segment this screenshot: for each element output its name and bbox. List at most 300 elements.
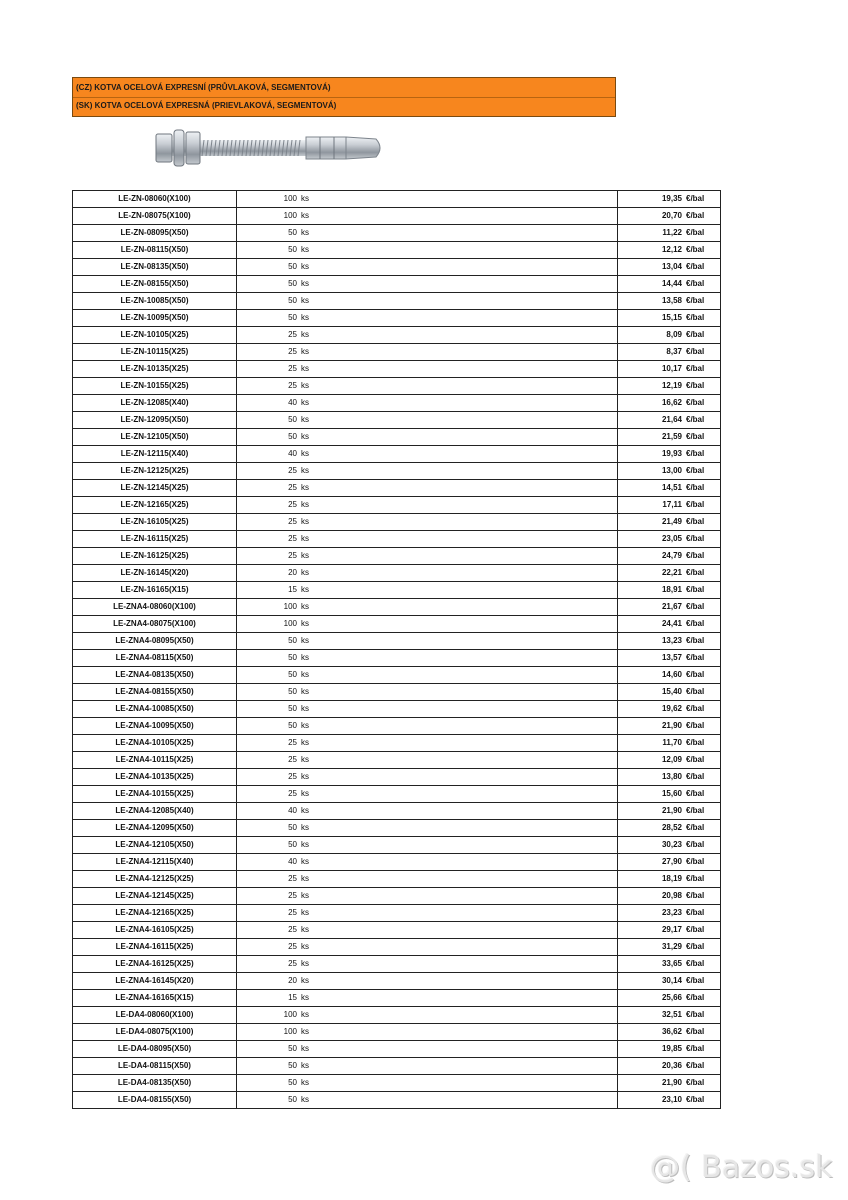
spacer-cell xyxy=(319,956,618,973)
product-code: LE-ZN-16165(X15) xyxy=(73,582,237,599)
product-code: LE-ZN-10095(X50) xyxy=(73,310,237,327)
quantity-value: 25 xyxy=(288,738,297,747)
quantity-cell xyxy=(237,361,320,378)
table-row xyxy=(73,922,721,939)
table-row xyxy=(73,548,721,565)
quantity-value: 100 xyxy=(283,194,297,203)
quantity-unit: ks xyxy=(301,619,309,628)
price-value: 33,65 xyxy=(661,959,682,968)
quantity-value: 25 xyxy=(288,959,297,968)
spacer-cell xyxy=(319,803,618,820)
price-cell xyxy=(618,650,721,667)
price-cell xyxy=(618,225,721,242)
price-cell xyxy=(618,956,721,973)
price-cell xyxy=(618,463,721,480)
price-unit: €/bal xyxy=(686,364,705,373)
bazos-watermark: @( Bazos.sk xyxy=(650,1150,833,1185)
spacer-cell xyxy=(319,786,618,803)
quantity-unit: ks xyxy=(301,721,309,730)
quantity-value: 50 xyxy=(288,313,297,322)
spacer-cell xyxy=(319,225,618,242)
spacer-cell xyxy=(319,548,618,565)
quantity-cell xyxy=(237,990,320,1007)
price-value: 19,93 xyxy=(661,449,682,458)
product-code: LE-ZNA4-10085(X50) xyxy=(73,701,237,718)
price-cell xyxy=(618,752,721,769)
price-cell xyxy=(618,395,721,412)
product-code: LE-ZNA4-08155(X50) xyxy=(73,684,237,701)
table-row xyxy=(73,412,721,429)
price-cell xyxy=(618,327,721,344)
table-row xyxy=(73,1092,721,1109)
spacer-cell xyxy=(319,854,618,871)
spacer-cell xyxy=(319,327,618,344)
product-code: LE-ZN-10135(X25) xyxy=(73,361,237,378)
quantity-value: 40 xyxy=(288,398,297,407)
price-unit: €/bal xyxy=(686,602,705,611)
price-unit: €/bal xyxy=(686,993,705,1002)
spacer-cell xyxy=(319,480,618,497)
spacer-cell xyxy=(319,922,618,939)
spacer-cell xyxy=(319,242,618,259)
product-code: LE-ZN-16125(X25) xyxy=(73,548,237,565)
price-value: 10,17 xyxy=(661,364,682,373)
price-cell xyxy=(618,531,721,548)
quantity-cell xyxy=(237,973,320,990)
spacer-cell xyxy=(319,412,618,429)
quantity-cell xyxy=(237,582,320,599)
table-row xyxy=(73,888,721,905)
quantity-value: 40 xyxy=(288,857,297,866)
table-row xyxy=(73,650,721,667)
quantity-unit: ks xyxy=(301,551,309,560)
quantity-unit: ks xyxy=(301,381,309,390)
product-code: LE-ZN-10085(X50) xyxy=(73,293,237,310)
quantity-cell xyxy=(237,1024,320,1041)
price-cell xyxy=(618,820,721,837)
product-code: LE-ZNA4-16145(X20) xyxy=(73,973,237,990)
product-code: LE-ZNA4-16115(X25) xyxy=(73,939,237,956)
product-code: LE-ZN-16145(X20) xyxy=(73,565,237,582)
product-code: LE-ZN-08135(X50) xyxy=(73,259,237,276)
price-unit: €/bal xyxy=(686,517,705,526)
table-row xyxy=(73,225,721,242)
spacer-cell xyxy=(319,1007,618,1024)
price-value: 11,70 xyxy=(662,738,682,747)
table-row xyxy=(73,803,721,820)
price-unit: €/bal xyxy=(686,500,705,509)
quantity-unit: ks xyxy=(301,993,309,1002)
quantity-cell xyxy=(237,667,320,684)
spacer-cell xyxy=(319,939,618,956)
product-code: LE-ZNA4-08135(X50) xyxy=(73,667,237,684)
price-cell xyxy=(618,191,721,208)
quantity-cell xyxy=(237,888,320,905)
price-cell xyxy=(618,667,721,684)
quantity-cell xyxy=(237,514,320,531)
quantity-unit: ks xyxy=(301,228,309,237)
product-code: LE-ZNA4-12145(X25) xyxy=(73,888,237,905)
table-row xyxy=(73,973,721,990)
price-value: 20,70 xyxy=(661,211,682,220)
quantity-value: 25 xyxy=(288,908,297,917)
quantity-unit: ks xyxy=(301,687,309,696)
price-cell xyxy=(618,276,721,293)
price-cell xyxy=(618,378,721,395)
price-unit: €/bal xyxy=(686,636,705,645)
price-value: 23,10 xyxy=(661,1095,682,1104)
quantity-value: 50 xyxy=(288,1061,297,1070)
product-code: LE-ZN-10115(X25) xyxy=(73,344,237,361)
quantity-value: 25 xyxy=(288,517,297,526)
price-cell xyxy=(618,497,721,514)
quantity-unit: ks xyxy=(301,704,309,713)
price-unit: €/bal xyxy=(686,1095,705,1104)
product-code: LE-ZNA4-12085(X40) xyxy=(73,803,237,820)
quantity-cell xyxy=(237,684,320,701)
price-unit: €/bal xyxy=(686,262,705,271)
quantity-unit: ks xyxy=(301,1061,309,1070)
spacer-cell xyxy=(319,582,618,599)
price-cell xyxy=(618,1041,721,1058)
product-code: LE-ZN-12105(X50) xyxy=(73,429,237,446)
spacer-cell xyxy=(319,684,618,701)
price-cell xyxy=(618,633,721,650)
price-unit: €/bal xyxy=(686,313,705,322)
quantity-value: 20 xyxy=(288,568,297,577)
price-cell xyxy=(618,548,721,565)
price-cell xyxy=(618,599,721,616)
spacer-cell xyxy=(319,1024,618,1041)
quantity-value: 40 xyxy=(288,449,297,458)
quantity-cell xyxy=(237,1041,320,1058)
price-unit: €/bal xyxy=(686,925,705,934)
price-value: 29,17 xyxy=(661,925,682,934)
quantity-value: 50 xyxy=(288,670,297,679)
quantity-value: 50 xyxy=(288,721,297,730)
quantity-unit: ks xyxy=(301,466,309,475)
price-value: 12,12 xyxy=(661,245,682,254)
quantity-unit: ks xyxy=(301,823,309,832)
table-row xyxy=(73,701,721,718)
table-row xyxy=(73,259,721,276)
quantity-value: 50 xyxy=(288,432,297,441)
spacer-cell xyxy=(319,310,618,327)
price-unit: €/bal xyxy=(686,245,705,254)
product-code: LE-ZNA4-12125(X25) xyxy=(73,871,237,888)
spacer-cell xyxy=(319,429,618,446)
price-unit: €/bal xyxy=(686,891,705,900)
spacer-cell xyxy=(319,344,618,361)
table-row xyxy=(73,990,721,1007)
table-row xyxy=(73,1007,721,1024)
price-unit: €/bal xyxy=(686,1078,705,1087)
spacer-cell xyxy=(319,667,618,684)
quantity-cell xyxy=(237,412,320,429)
price-cell xyxy=(618,1024,721,1041)
price-value: 12,09 xyxy=(661,755,682,764)
table-row xyxy=(73,429,721,446)
header-title-sk: (SK) KOTVA OCELOVÁ EXPRESNÁ (PRIEVLAKOVÁ, SEGMENTOVÁ) xyxy=(76,101,337,110)
quantity-cell xyxy=(237,531,320,548)
quantity-cell xyxy=(237,1075,320,1092)
quantity-cell xyxy=(237,803,320,820)
price-cell xyxy=(618,565,721,582)
price-cell xyxy=(618,480,721,497)
spacer-cell xyxy=(319,361,618,378)
product-code: LE-ZN-08075(X100) xyxy=(73,208,237,225)
quantity-cell xyxy=(237,259,320,276)
quantity-unit: ks xyxy=(301,1044,309,1053)
price-value: 19,62 xyxy=(661,704,682,713)
price-unit: €/bal xyxy=(686,1061,705,1070)
quantity-unit: ks xyxy=(301,942,309,951)
quantity-cell xyxy=(237,497,320,514)
price-unit: €/bal xyxy=(686,415,705,424)
product-code: LE-ZNA4-16125(X25) xyxy=(73,956,237,973)
quantity-value: 100 xyxy=(283,211,297,220)
quantity-value: 25 xyxy=(288,772,297,781)
price-cell xyxy=(618,429,721,446)
quantity-value: 20 xyxy=(288,976,297,985)
quantity-unit: ks xyxy=(301,670,309,679)
price-unit: €/bal xyxy=(686,755,705,764)
product-code: LE-ZNA4-10115(X25) xyxy=(73,752,237,769)
product-code: LE-ZN-12145(X25) xyxy=(73,480,237,497)
quantity-value: 50 xyxy=(288,228,297,237)
spacer-cell xyxy=(319,1058,618,1075)
product-code: LE-DA4-08135(X50) xyxy=(73,1075,237,1092)
quantity-cell xyxy=(237,735,320,752)
table-row xyxy=(73,378,721,395)
quantity-cell xyxy=(237,786,320,803)
product-code: LE-DA4-08075(X100) xyxy=(73,1024,237,1041)
price-value: 13,04 xyxy=(661,262,682,271)
price-cell xyxy=(618,973,721,990)
price-value: 11,22 xyxy=(662,228,682,237)
quantity-cell xyxy=(237,276,320,293)
price-unit: €/bal xyxy=(686,568,705,577)
price-value: 21,49 xyxy=(661,517,682,526)
price-cell xyxy=(618,939,721,956)
price-unit: €/bal xyxy=(686,483,705,492)
table-row xyxy=(73,208,721,225)
quantity-cell xyxy=(237,922,320,939)
price-cell xyxy=(618,446,721,463)
quantity-value: 25 xyxy=(288,551,297,560)
spacer-cell xyxy=(319,276,618,293)
price-value: 8,37 xyxy=(666,347,682,356)
product-code: LE-ZN-08115(X50) xyxy=(73,242,237,259)
price-value: 31,29 xyxy=(661,942,682,951)
spacer-cell xyxy=(319,497,618,514)
quantity-cell xyxy=(237,463,320,480)
quantity-unit: ks xyxy=(301,891,309,900)
spacer-cell xyxy=(319,565,618,582)
quantity-unit: ks xyxy=(301,483,309,492)
quantity-unit: ks xyxy=(301,211,309,220)
price-unit: €/bal xyxy=(686,721,705,730)
spacer-cell xyxy=(319,871,618,888)
price-value: 21,90 xyxy=(661,1078,682,1087)
price-unit: €/bal xyxy=(686,789,705,798)
price-unit: €/bal xyxy=(686,551,705,560)
product-code: LE-ZNA4-08075(X100) xyxy=(73,616,237,633)
quantity-value: 100 xyxy=(283,602,297,611)
price-unit: €/bal xyxy=(686,738,705,747)
quantity-value: 50 xyxy=(288,296,297,305)
price-value: 21,90 xyxy=(661,721,682,730)
price-cell xyxy=(618,514,721,531)
quantity-unit: ks xyxy=(301,755,309,764)
quantity-value: 15 xyxy=(288,993,297,1002)
price-value: 8,09 xyxy=(666,330,682,339)
spacer-cell xyxy=(319,718,618,735)
table-row xyxy=(73,667,721,684)
quantity-value: 50 xyxy=(288,653,297,662)
price-unit: €/bal xyxy=(686,330,705,339)
quantity-cell xyxy=(237,225,320,242)
product-code: LE-ZN-12115(X40) xyxy=(73,446,237,463)
price-value: 19,85 xyxy=(661,1044,682,1053)
price-cell xyxy=(618,769,721,786)
quantity-value: 25 xyxy=(288,347,297,356)
price-unit: €/bal xyxy=(686,806,705,815)
table-row xyxy=(73,837,721,854)
product-code: LE-ZNA4-10095(X50) xyxy=(73,718,237,735)
product-code: LE-ZN-12125(X25) xyxy=(73,463,237,480)
quantity-value: 25 xyxy=(288,330,297,339)
quantity-value: 25 xyxy=(288,534,297,543)
product-code: LE-ZN-12095(X50) xyxy=(73,412,237,429)
quantity-unit: ks xyxy=(301,279,309,288)
price-value: 32,51 xyxy=(661,1010,682,1019)
spacer-cell xyxy=(319,463,618,480)
spacer-cell xyxy=(319,973,618,990)
price-value: 20,36 xyxy=(661,1061,682,1070)
price-cell xyxy=(618,922,721,939)
price-cell xyxy=(618,871,721,888)
spacer-cell xyxy=(319,701,618,718)
quantity-value: 25 xyxy=(288,500,297,509)
quantity-unit: ks xyxy=(301,347,309,356)
table-row xyxy=(73,531,721,548)
quantity-unit: ks xyxy=(301,245,309,254)
header-banner xyxy=(72,77,616,117)
price-unit: €/bal xyxy=(686,959,705,968)
price-unit: €/bal xyxy=(686,840,705,849)
table-row xyxy=(73,242,721,259)
price-cell xyxy=(618,1075,721,1092)
quantity-value: 50 xyxy=(288,840,297,849)
quantity-value: 25 xyxy=(288,874,297,883)
table-row xyxy=(73,735,721,752)
price-value: 18,19 xyxy=(661,874,682,883)
price-unit: €/bal xyxy=(686,432,705,441)
quantity-unit: ks xyxy=(301,262,309,271)
table-row xyxy=(73,939,721,956)
quantity-unit: ks xyxy=(301,772,309,781)
table-row xyxy=(73,616,721,633)
table-row xyxy=(73,1075,721,1092)
quantity-cell xyxy=(237,820,320,837)
price-value: 25,66 xyxy=(661,993,682,1002)
quantity-value: 100 xyxy=(283,1010,297,1019)
price-cell xyxy=(618,786,721,803)
table-row xyxy=(73,769,721,786)
quantity-cell xyxy=(237,718,320,735)
quantity-unit: ks xyxy=(301,959,309,968)
table-row xyxy=(73,752,721,769)
table-row xyxy=(73,497,721,514)
quantity-value: 50 xyxy=(288,823,297,832)
price-cell xyxy=(618,1092,721,1109)
product-code: LE-ZNA4-12115(X40) xyxy=(73,854,237,871)
table-row xyxy=(73,361,721,378)
price-unit: €/bal xyxy=(686,1010,705,1019)
quantity-unit: ks xyxy=(301,874,309,883)
table-row xyxy=(73,871,721,888)
spacer-cell xyxy=(319,752,618,769)
quantity-cell xyxy=(237,1058,320,1075)
price-unit: €/bal xyxy=(686,704,705,713)
price-cell xyxy=(618,582,721,599)
quantity-cell xyxy=(237,344,320,361)
header-divider xyxy=(73,97,615,98)
quantity-unit: ks xyxy=(301,806,309,815)
price-unit: €/bal xyxy=(686,398,705,407)
quantity-value: 100 xyxy=(283,619,297,628)
quantity-value: 25 xyxy=(288,891,297,900)
price-cell xyxy=(618,701,721,718)
table-row xyxy=(73,395,721,412)
price-value: 14,44 xyxy=(661,279,682,288)
spacer-cell xyxy=(319,1041,618,1058)
price-value: 13,23 xyxy=(661,636,682,645)
spacer-cell xyxy=(319,395,618,412)
price-cell xyxy=(618,412,721,429)
table-row xyxy=(73,599,721,616)
quantity-unit: ks xyxy=(301,415,309,424)
quantity-unit: ks xyxy=(301,398,309,407)
quantity-value: 50 xyxy=(288,636,297,645)
price-unit: €/bal xyxy=(686,976,705,985)
price-unit: €/bal xyxy=(686,619,705,628)
quantity-unit: ks xyxy=(301,1027,309,1036)
quantity-unit: ks xyxy=(301,857,309,866)
anchor-bolt-image xyxy=(138,126,388,170)
quantity-unit: ks xyxy=(301,1078,309,1087)
price-value: 13,58 xyxy=(661,296,682,305)
quantity-unit: ks xyxy=(301,840,309,849)
spacer-cell xyxy=(319,616,618,633)
price-cell xyxy=(618,837,721,854)
quantity-cell xyxy=(237,752,320,769)
price-value: 30,23 xyxy=(661,840,682,849)
price-cell xyxy=(618,718,721,735)
price-cell xyxy=(618,905,721,922)
quantity-cell xyxy=(237,633,320,650)
spacer-cell xyxy=(319,514,618,531)
price-unit: €/bal xyxy=(686,534,705,543)
product-code: LE-ZN-12085(X40) xyxy=(73,395,237,412)
quantity-cell xyxy=(237,1007,320,1024)
product-code: LE-DA4-08095(X50) xyxy=(73,1041,237,1058)
quantity-cell xyxy=(237,548,320,565)
price-cell xyxy=(618,1058,721,1075)
price-unit: €/bal xyxy=(686,211,705,220)
quantity-unit: ks xyxy=(301,449,309,458)
